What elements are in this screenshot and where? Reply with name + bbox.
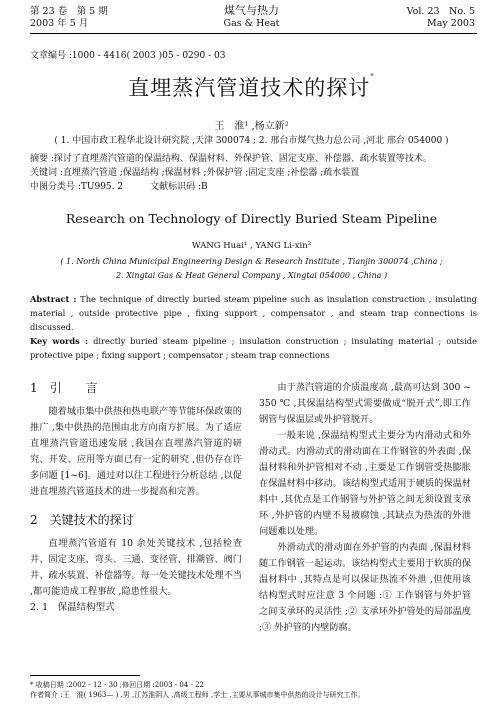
classification: 中图分类号 :TU995. 2 文献标识码 :B: [30, 182, 208, 192]
date-cn: 2003 年 5 月: [30, 18, 89, 29]
footnotes: [30, 680, 477, 700]
authors: 王 淮¹ ,杨立新²: [214, 121, 289, 132]
journal-name-en: Gas & Heat: [223, 18, 280, 29]
abstract-label: Abstract :: [30, 294, 77, 304]
section-2-paragraph: 直埋蒸汽管道有 10 余处关键技术 ,包括检查井、固定支座、弯头、三通、变径管、排潮管、阀门井、疏水装置、补偿器等。每一处关键技术处理不当 ,都可能造成工程事故 ,隐患性很大。: [30, 538, 242, 597]
right-paragraph-3: 外滑动式的滑动面在外护管的内表面 ,保温材料随工作钢管一起运动。该结构型式主要用于软质的保温材料中 ,其特点是可以保证热流不外泄 ,但使用该结构型式时应注意 3 个问题 :① 工作钢管与外护管之间支承环的灵活性 ;② 支承环外护管处的局部温度 ;③ 外护管的内壁防腐。: [259, 542, 471, 633]
paper-title: [0, 72, 503, 102]
english-affiliation-line-1: ( 1. North China Municipal Engineering Design & Research Institute , Tianjin 300074 ,China ;: [60, 257, 443, 266]
section-1-heading: 1 引 言: [30, 381, 98, 395]
section-2-1-heading: 2. 1 保温结构型式: [30, 602, 115, 613]
footnote-author-bio: 作者简介 :王 淮( 1963— ) ,男 ,江苏淮阴人 ,高级工程师 ,学士 ,主要从事城市集中供热的设计与研究工作。: [30, 691, 365, 699]
footnote-dates: * 收稿日期 :2002 - 12 - 30 ;修回日期 :2003 - 04 - 22: [30, 681, 204, 689]
english-keywords: [30, 334, 477, 362]
header-rule: [30, 33, 477, 34]
abstract-text: The technique of directly buried steam pipeline such as insulation construction , insulating material , outside protective pipe , fixing support , compensator , and steam trap connections is discussed.: [30, 294, 477, 332]
title-footnote-mark: *: [370, 72, 375, 80]
header-right: [407, 6, 475, 30]
english-abstract-block: [30, 292, 477, 362]
section-2-heading: 2 关键技术的探讨: [30, 513, 134, 527]
chinese-metadata: [30, 152, 477, 194]
english-affiliation: [0, 255, 503, 283]
left-column: [30, 380, 242, 616]
footnote-rule: [30, 675, 140, 676]
right-paragraph-1: 由于蒸汽管道的介质温度高 ,最高可达到 300 ~ 350 ℃ ,其保温结构型式需要做成“脱开式”,即工作钢管与保温层或外护管脱开。: [259, 382, 471, 425]
volume-cn: 第 23 卷 第 5 期: [30, 6, 108, 17]
section-1-paragraph: 随着城市集中供热和热电联产等节能环保政策的推广 ,集中供热的范围由北方向南方扩展。为了适应直埋蒸汽管道迅速发展 ,我国在直埋蒸汽管道的研究、开发、应用等方面已有一定的研究 ,但仍存在许多问题 [1~6]。通过对以往工程进行分析总结 ,以促进直埋蒸汽管道技术的进一步提高和完善。: [30, 406, 242, 497]
english-affiliation-line-2: 2. Xingtai Gas & Heat General Company , Xingtai 054000 , China ): [115, 271, 388, 280]
keywords-label: Key words :: [30, 336, 89, 346]
affiliation: ( 1. 中国市政工程华北设计研究院 ,天津 300074 ; 2. 邢台市煤气热力总公司 ,河北 邢台 054000 ): [54, 136, 449, 146]
article-number: 文章编号 :1000 - 4416( 2003 )05 - 0290 - 03: [30, 51, 226, 61]
english-title: Research on Technology of Directly Buried Steam Pipeline: [65, 211, 438, 226]
right-paragraph-2: 一般来说 ,保温结构型式主要分为内滑动式和外滑动式。内滑动式的滑动面在工作钢管的外表面 ,保温材料和外护管相对不动 ,主要是工作钢管受热膨胀在保温材料中移动。该结构型式适用于硬质的保温材料中 ,其优点是工作钢管与外护管之间无须设置支承环 ,外护管的内壁不易被腐蚀 ,其缺点为热流的外泄问题难以处理。: [259, 430, 471, 537]
journal-name-cn: 煤气与热力: [224, 4, 279, 17]
english-authors: WANG Huai¹ , YANG Li-xin²: [191, 241, 312, 251]
date-en: May 2003: [427, 18, 475, 29]
volume-en: Vol. 23 No. 5: [406, 6, 475, 17]
title-text: 直埋蒸汽管道技术的探讨: [128, 76, 371, 100]
english-abstract: [30, 292, 477, 334]
right-column: [259, 380, 471, 636]
abstract-cn: 摘要 :探讨了直埋蒸汽管道的保温结构、保温材料、外保护管、固定支座、补偿器、疏水装置等技术。: [30, 154, 432, 164]
keywords-cn: 关键词 :直埋蒸汽管道 ;保温结构 ;保温材料 ;外保护管 ;固定支座 ;补偿器 ;疏水装置: [30, 168, 360, 178]
keywords-text: directly buried steam pipeline ; insulation construction ; insulating material ; outside protective pipe ; fixing support ; compensator ; steam trap connections: [30, 336, 477, 360]
